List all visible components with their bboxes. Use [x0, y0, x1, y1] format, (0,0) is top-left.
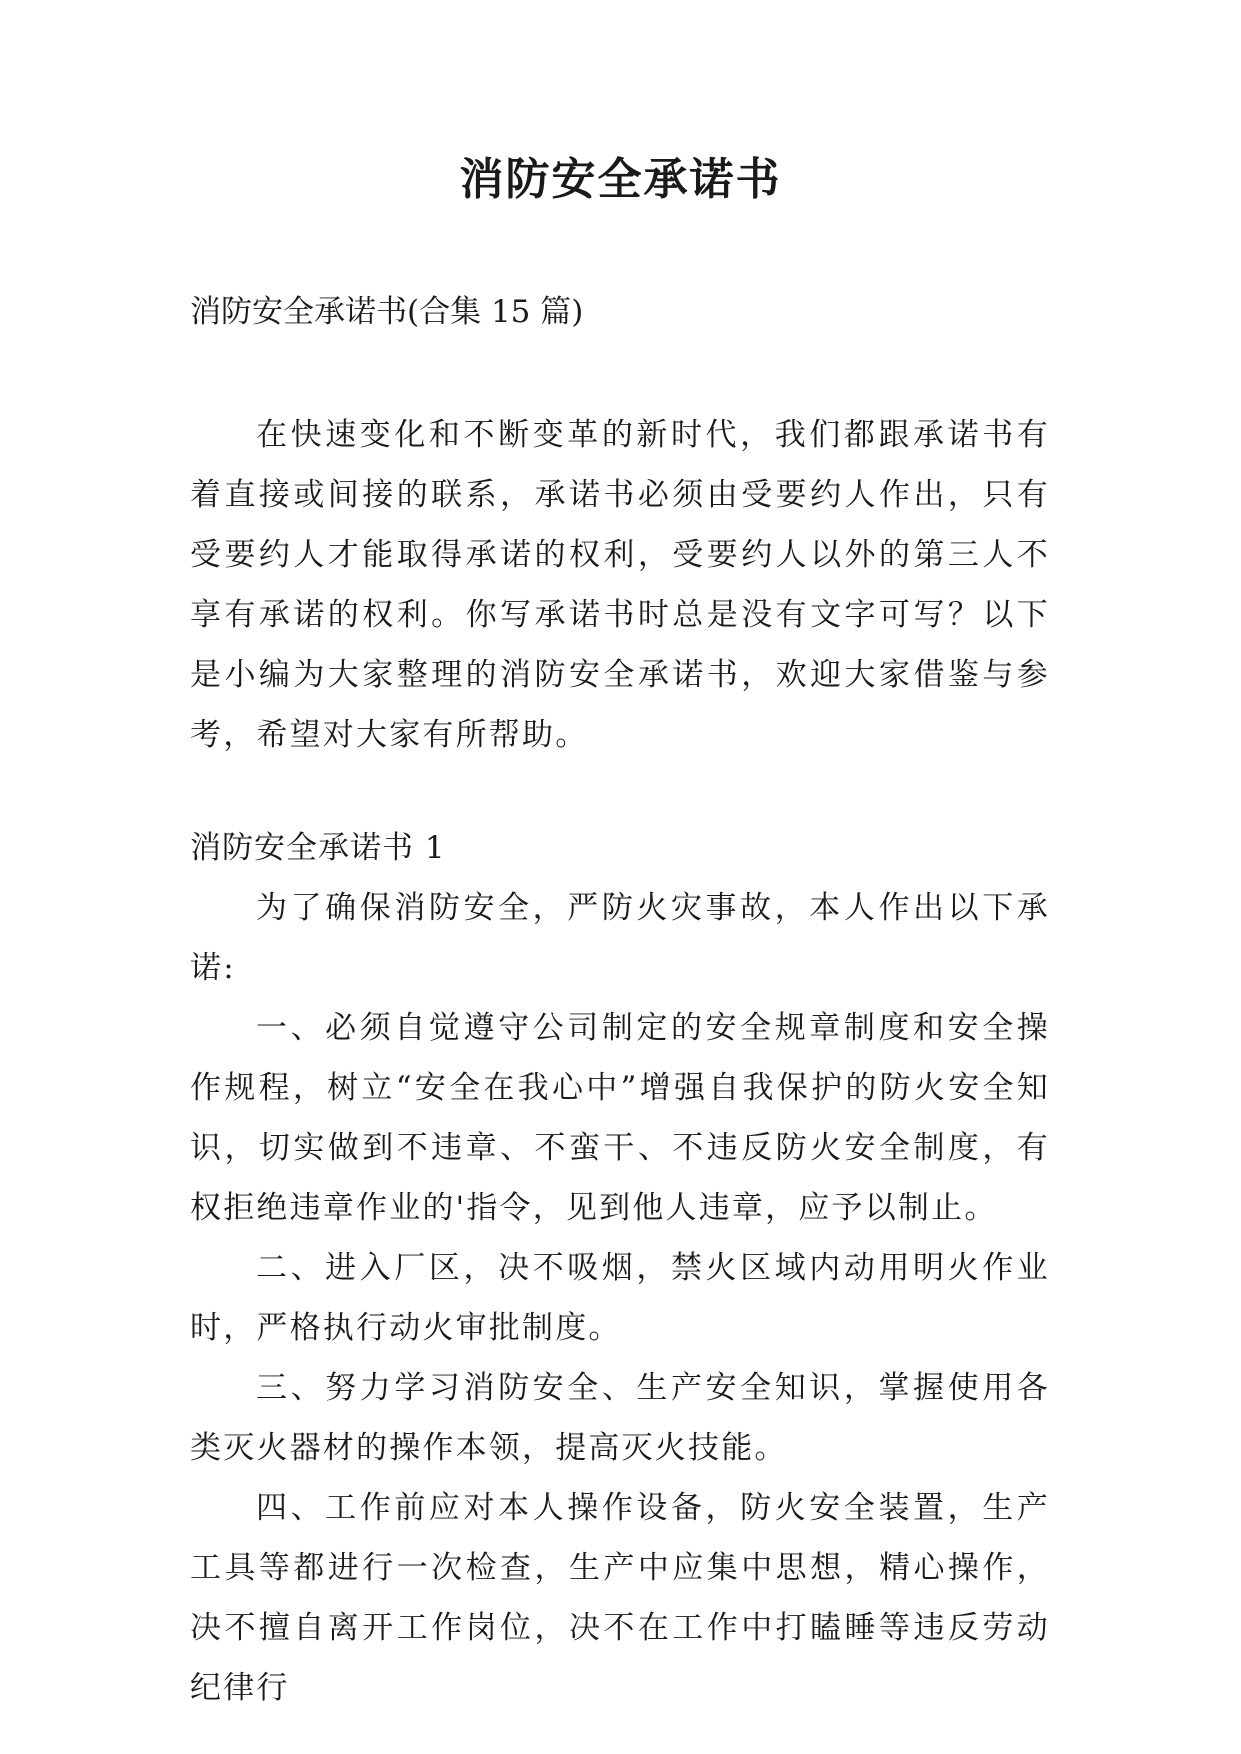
section-heading: 消防安全承诺书 1 [190, 830, 446, 866]
commitment-item-1: 一、必须自觉遵守公司制定的安全规章制度和安全操作规程，树立“安全在我心中”增强自我保护的防火安全知识，切实做到不违章、不蛮干、不违反防火安全制度，有权拒绝违章作业的'指令，见到他人违章，应予以制止。 [190, 1010, 1050, 1226]
document-subtitle: 消防安全承诺书(合集 15 篇) [190, 294, 584, 330]
intro-paragraph: 在快速变化和不断变革的新时代，我们都跟承诺书有着直接或间接的联系，承诺书必须由受要约人作出，只有受要约人才能取得承诺的权利，受要约人以外的第三人不享有承诺的权利。你写承诺书时总是没有文字可写？以下是小编为大家整理的消防安全承诺书，欢迎大家借鉴与参考，希望对大家有所帮助。 [190, 417, 1050, 753]
commitment-item-4: 四、工作前应对本人操作设备，防火安全装置，生产工具等都进行一次检查，生产中应集中思想，精心操作，决不擅自离开工作岗位，决不在工作中打瞌睡等违反劳动纪律行 [190, 1490, 1050, 1706]
commitment-list [190, 878, 1050, 1718]
commitment-preamble: 为了确保消防安全，严防火灾事故，本人作出以下承诺: [190, 890, 1050, 986]
document-title: 消防安全承诺书 [459, 154, 782, 205]
commitment-item-3: 三、努力学习消防安全、生产安全知识，掌握使用各类灭火器材的操作本领，提高灭火技能。 [190, 1370, 1050, 1466]
commitment-item-2: 二、进入厂区，决不吸烟，禁火区域内动用明火作业时，严格执行动火审批制度。 [190, 1250, 1050, 1346]
